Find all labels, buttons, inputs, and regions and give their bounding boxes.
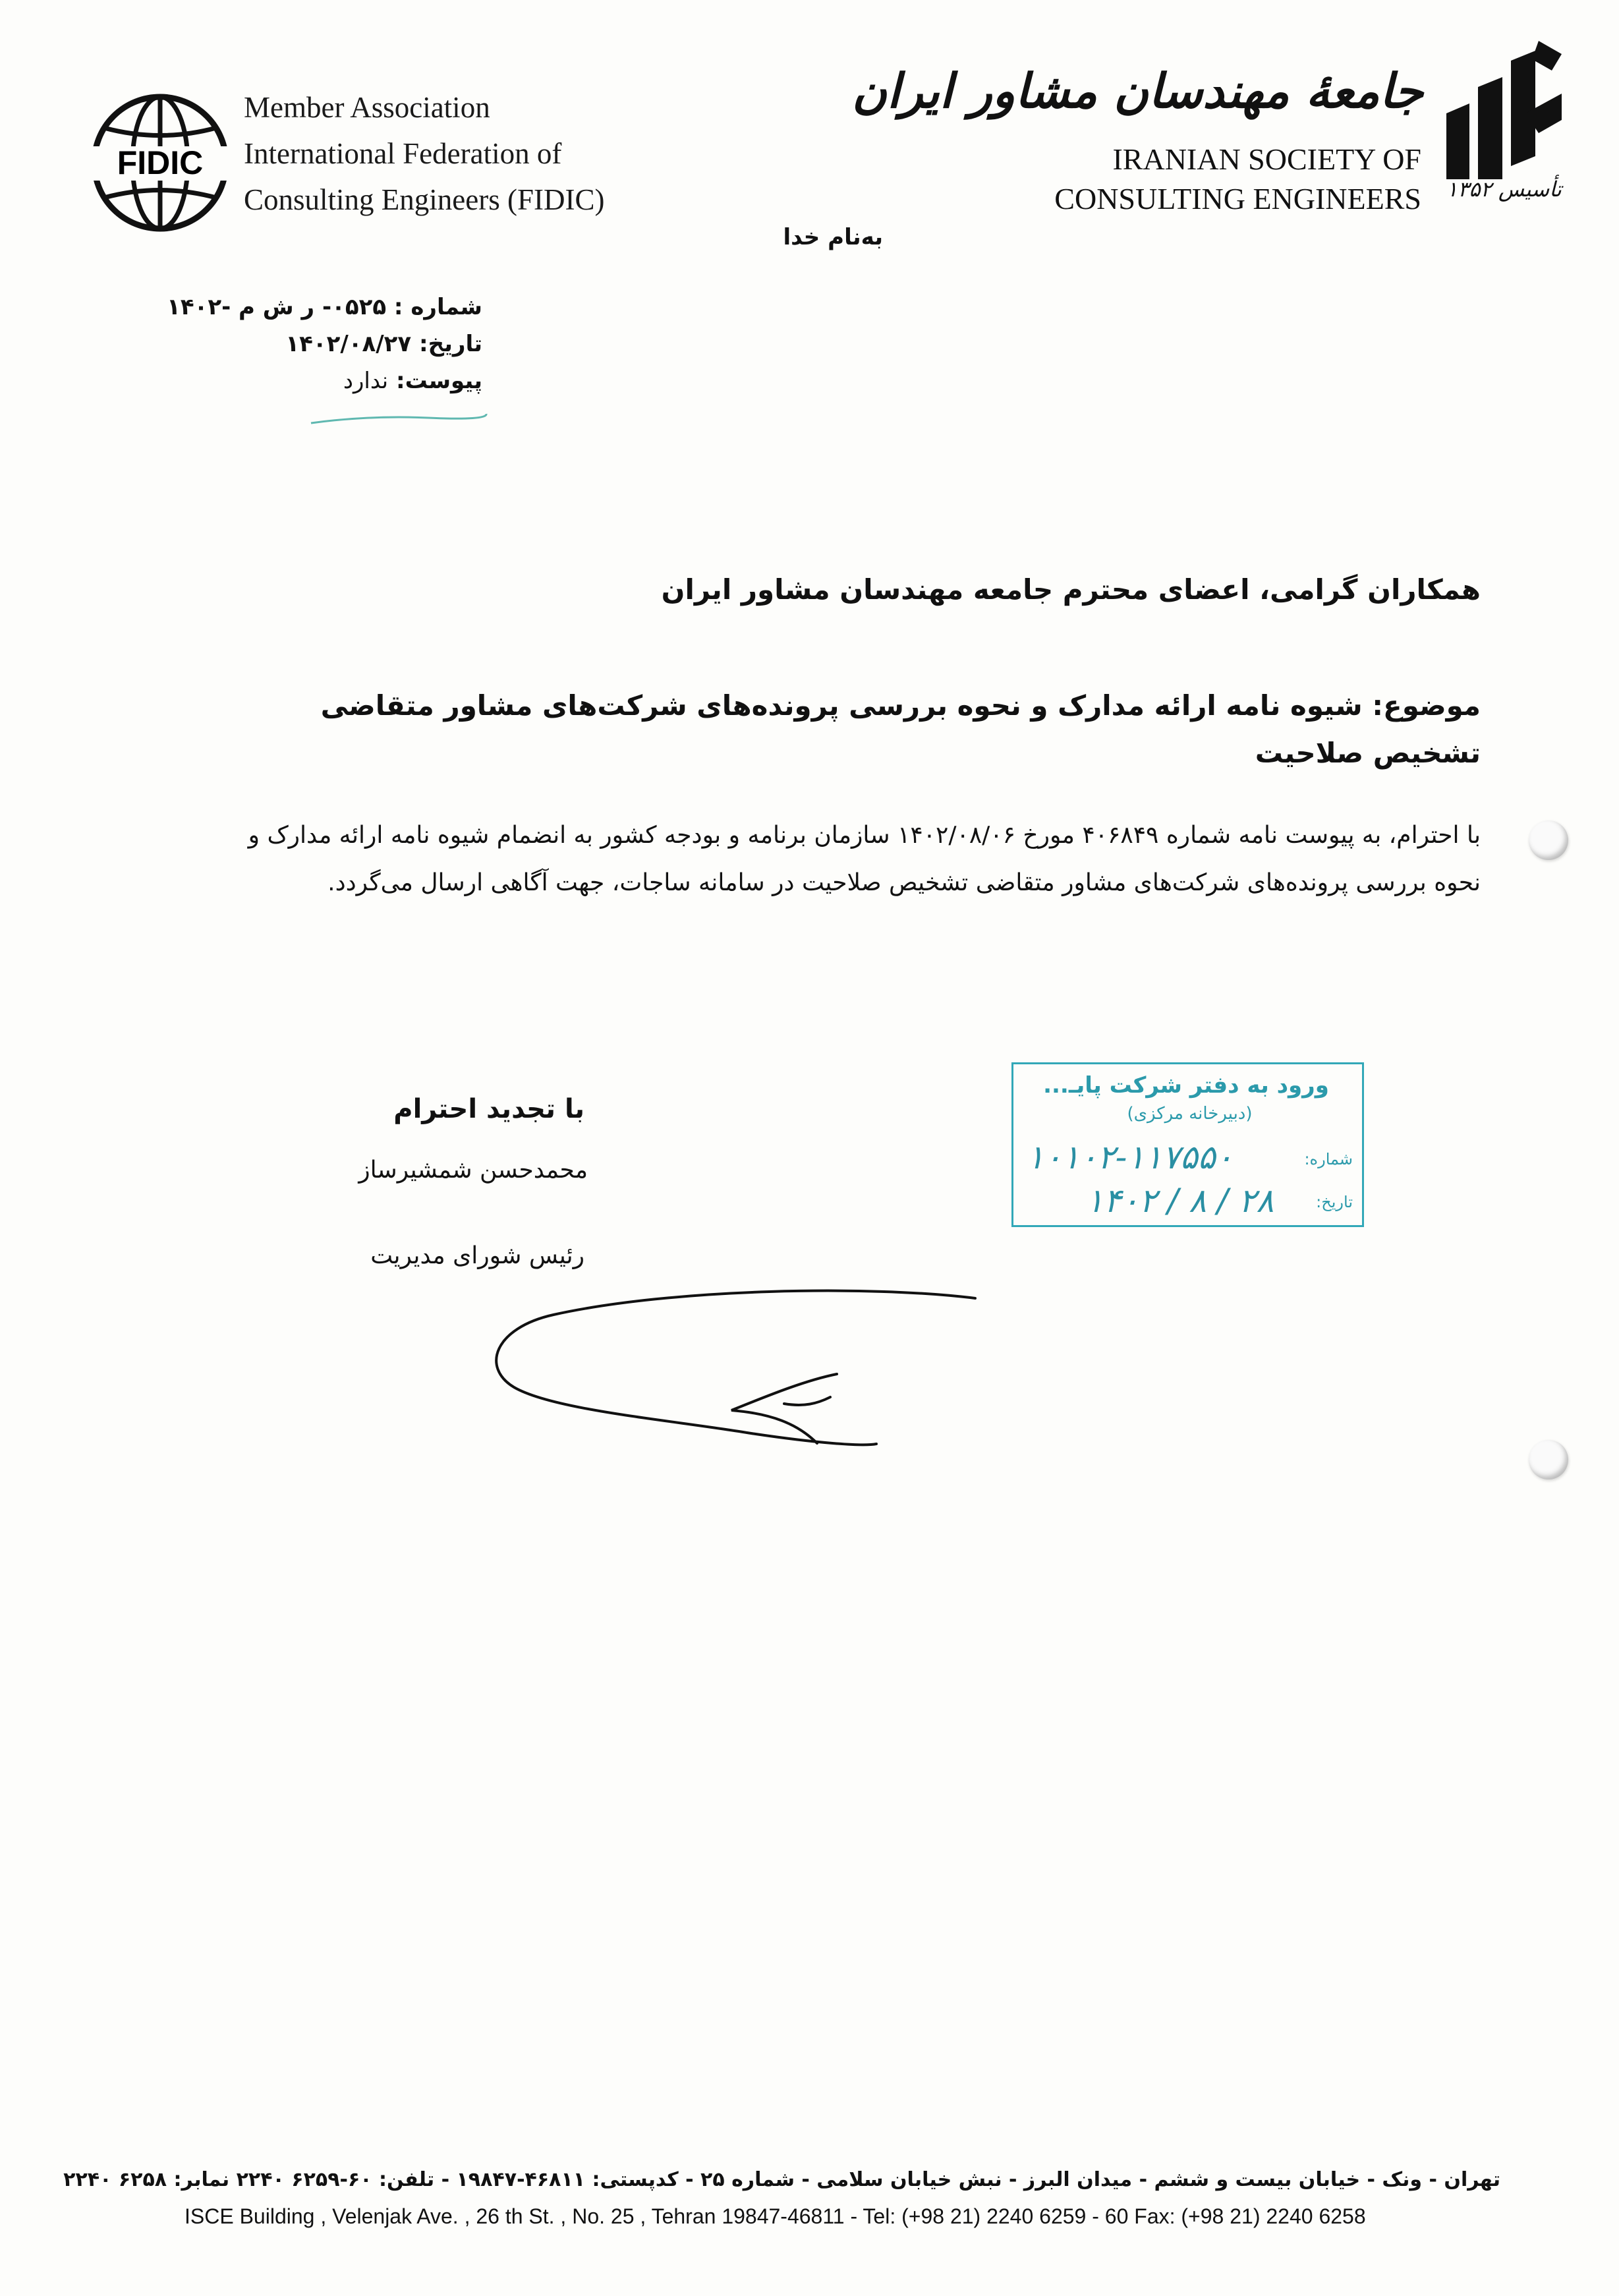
fidic-logo <box>84 87 236 239</box>
isce-logo <box>1440 41 1565 179</box>
letter-date-value: ۱۴۰۲/۰۸/۲۷ <box>285 331 412 357</box>
stamp-date-value: ۱۴۰۲ / ۸ / ۲۸ <box>1086 1182 1274 1220</box>
fidic-membership-text <box>244 84 604 223</box>
signer-title: رئیس شورای مدیریت <box>370 1242 584 1269</box>
letter-body: با احترام، به پیوست نامه شماره ۴۰۶۸۴۹ مورخ ۱۴۰۲/۰۸/۰۶ سازمان برنامه و بودجه کشور به انضمام شیوه نامه ارائه مدارک و نحوه بررسی پرونده‌های شرکت‌های مشاور متقاضی تشخیص صلاحیت در سامانه ساجات، جهت آگاهی ارسال می‌گردد. <box>248 822 1481 896</box>
signer-name: محمدحسن شمشیرساز <box>358 1157 588 1184</box>
isce-persian-name: جامعهٔ مهندسان مشاور ایران <box>852 63 1423 119</box>
handwritten-signature <box>474 1288 988 1473</box>
stamp-number-value: ۱۰۱۰۲-۱۱۷۵۵۰ <box>1027 1138 1234 1176</box>
greeting: همکاران گرامی، اعضای محترم جامعه مهندسان مشاور ایران <box>661 573 1481 606</box>
letter-date-row <box>167 326 482 362</box>
letter-number-value: ۰۵۲۵- ر ش م -۱۴۰۲ <box>167 294 387 320</box>
stamp-date-label: تاریخ: <box>1316 1193 1353 1211</box>
letter-number-row <box>167 289 482 326</box>
fidic-line-2: International Federation of <box>244 137 562 170</box>
footer-address-english: ISCE Building , Velenjak Ave. , 26 th St. , No. 25 , Tehran 19847-46811 - Tel: (+98 21) 2240 6259 - 60 Fax: (+98 21) 2240 6258 <box>185 2204 1366 2228</box>
letter-date-label: تاریخ: <box>419 331 482 357</box>
entry-stamp <box>1011 1062 1364 1227</box>
fidic-line-1: Member Association <box>244 91 490 124</box>
footer-address-persian: تهران - ونک - خیابان بیست و ششم - میدان البرز - نبش خیابان سلامی - شماره ۲۵ - کدپستی: ۴۶۸۱۱-۱۹۸۴۷ - تلفن: ۶۰-۶۲۵۹ ۲۲۴۰ نمابر: ۶۲۵۸ ۲۲۴۰ <box>63 2168 1500 2191</box>
stamp-number-label: شماره: <box>1304 1150 1353 1168</box>
punch-hole <box>1529 820 1568 860</box>
meta-underline <box>310 410 488 427</box>
isce-english-name-line-1: IRANIAN SOCIETY OF <box>1112 142 1421 176</box>
fidic-logo-text: FIDIC <box>117 144 204 181</box>
closing-salutation: با تجدید احترام <box>393 1094 584 1124</box>
subject-text: شیوه نامه ارائه مدارک و نحوه بررسی پرونده‌های شرکت‌های مشاور متقاضی تشخیص صلاحیت <box>320 689 1481 769</box>
stamp-title: ورود به دفتر شرکت پایـ... <box>1043 1072 1329 1099</box>
letter-meta <box>167 289 482 399</box>
letter-attachment-value: ندارد <box>343 368 389 394</box>
isce-founded-year: تأسیس ۱۳۵۲ <box>1446 177 1562 202</box>
subject-label: موضوع: <box>1372 689 1481 722</box>
basmala: به‌نام خدا <box>783 224 883 250</box>
stamp-subtitle: (دبیرخانه مرکزی) <box>1127 1104 1253 1124</box>
isce-english-name-line-2: CONSULTING ENGINEERS <box>1054 182 1421 215</box>
letter-attachment-label: پیوست: <box>396 368 482 394</box>
fidic-line-3: Consulting Engineers (FIDIC) <box>244 183 605 216</box>
letter-attachment-row <box>167 362 482 399</box>
subject <box>242 682 1481 777</box>
letter-number-label: شماره : <box>393 294 482 320</box>
punch-hole <box>1529 1440 1568 1479</box>
